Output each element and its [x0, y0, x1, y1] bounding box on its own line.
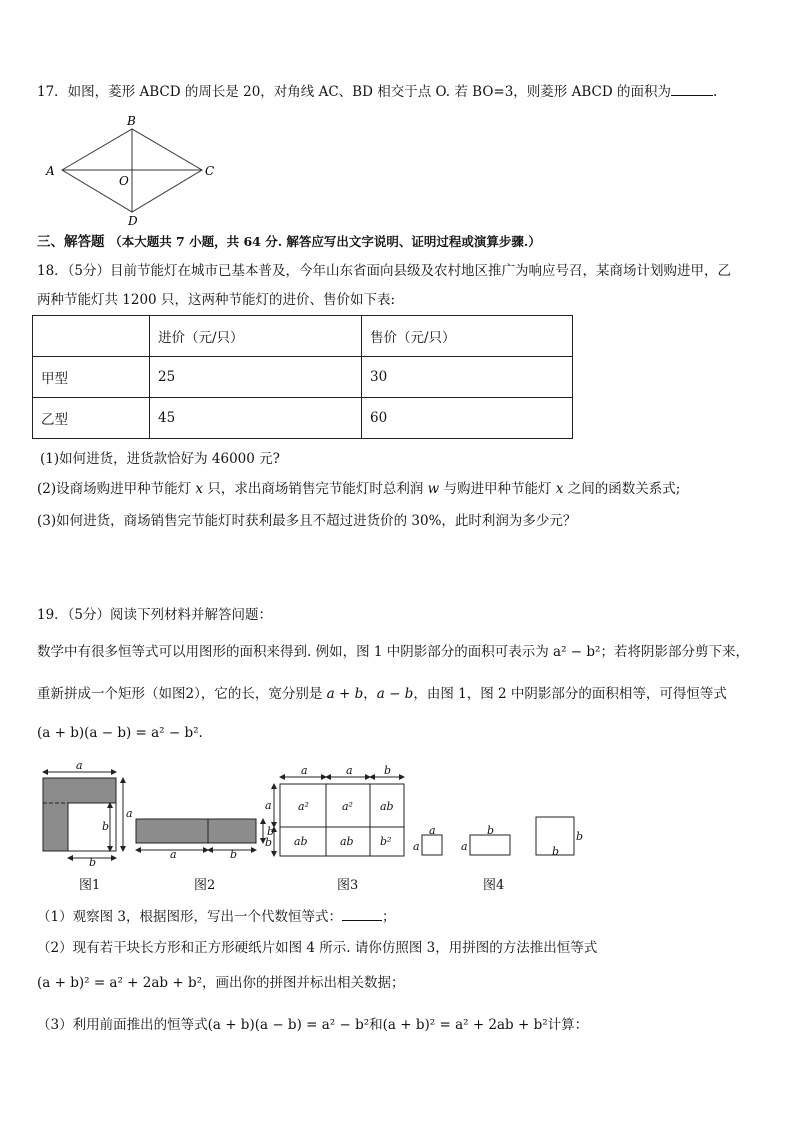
svg-text:a: a — [76, 762, 83, 772]
svg-text:b: b — [576, 830, 584, 843]
svg-text:b: b — [265, 836, 273, 849]
svg-text:b: b — [552, 845, 560, 858]
q18-line2: 两种节能灯共 1200 只，这两种节能灯的进价、售价如下表: — [37, 292, 395, 308]
q18-sub1: (1)如何进货，进货款恰好为 46000 元? — [40, 451, 280, 467]
svg-text:a: a — [413, 840, 420, 853]
label-o: O — [119, 174, 129, 188]
table-header-cell — [33, 316, 150, 357]
table-cell: 45 — [150, 398, 362, 439]
table-row — [33, 357, 573, 398]
figure-4 — [413, 817, 583, 858]
q19-identity: (a + b)(a − b) = a² − b². — [37, 725, 203, 741]
q19-answer-blank[interactable] — [342, 908, 382, 921]
svg-text:ab: ab — [340, 835, 354, 848]
svg-text:b: b — [384, 764, 392, 777]
q19-line3: 重新拼成一个矩形（如图2），它的长，宽分别是 a + b，a − b，由图 1，图 2 中阴影部分的面积相等，可得恒等式 — [37, 686, 727, 702]
q19-line1: 19．（5分）阅读下列材料并解答问题： — [37, 607, 273, 623]
svg-text:b: b — [230, 848, 238, 861]
table-cell: 乙型 — [33, 398, 150, 439]
q19-sub2-eq: (a + b)² = a² + 2ab + b²，画出你的拼图并标出相关数据； — [37, 975, 405, 991]
table-cell: 30 — [362, 357, 573, 398]
q18-sub3: (3)如何进货，商场销售完节能灯时获利最多且不超过进货价的 30%，此时利润为多少元？ — [37, 513, 577, 529]
q19-figures — [36, 762, 596, 868]
q19-sub3: （3）利用前面推出的恒等式(a + b)(a − b) = a² − b²和(a + b)² = a² + 2ab + b²计算： — [37, 1017, 589, 1033]
rhombus-figure — [40, 112, 220, 230]
svg-text:a: a — [265, 799, 272, 812]
label-c: C — [205, 164, 215, 178]
svg-text:ab: ab — [294, 835, 308, 848]
table-header-row — [33, 316, 573, 357]
figure-1 — [43, 762, 133, 868]
label-a: A — [46, 164, 55, 178]
section3-note: （本大题共 7 小题，共 64 分. 解答应写出文字说明、证明过程或演算步骤.） — [109, 234, 541, 249]
q17-text: 17．如图，菱形 ABCD 的周长是 20，对角线 AC、BD 相交于点 O. 若 BO=3，则菱形 ABCD 的面积为 — [37, 84, 671, 100]
svg-text:b²: b² — [380, 835, 392, 848]
q17-stem — [37, 83, 717, 101]
svg-text:a: a — [126, 807, 133, 820]
svg-text:b: b — [102, 820, 110, 833]
price-table — [32, 315, 573, 439]
q17-end: . — [712, 84, 718, 100]
svg-text:b: b — [89, 856, 97, 868]
section3-title: 三、解答题 — [37, 234, 105, 250]
svg-text:a²: a² — [342, 800, 353, 813]
q19-sub1: （1）观察图 3，根据图形，写出一个代数恒等式： ； — [37, 909, 396, 925]
svg-text:a²: a² — [298, 800, 309, 813]
caption-fig3: 图3 — [337, 878, 359, 893]
svg-text:a: a — [429, 824, 436, 837]
table-cell: 60 — [362, 398, 573, 439]
caption-fig2: 图2 — [194, 878, 216, 893]
q18-line1: 18．（5分）目前节能灯在城市已基本普及，今年山东省面向县级及农村地区推广为响应号召，某商场计划购进甲，乙 — [37, 263, 732, 279]
svg-text:b: b — [487, 824, 495, 837]
table-cell: 25 — [150, 357, 362, 398]
figure-2 — [136, 819, 274, 861]
label-b: B — [127, 114, 136, 128]
table-header-cell: 进价（元/只） — [150, 316, 362, 357]
table-header-cell: 售价（元/只） — [362, 316, 573, 357]
figure-3 — [265, 764, 404, 856]
q19-line2: 数学中有很多恒等式可以用图形的面积来得到. 例如，图 1 中阴影部分的面积可表示为 a² − b²；若将阴影部分剪下来， — [37, 644, 749, 660]
table-cell: 甲型 — [33, 357, 150, 398]
section3-heading — [37, 233, 541, 251]
svg-text:a: a — [301, 764, 308, 777]
svg-text:ab: ab — [380, 800, 394, 813]
q19-sub2: （2）现有若干块长方形和正方形硬纸片如图 4 所示. 请你仿照图 3，用拼图的方法推出恒等式 — [37, 940, 598, 956]
svg-text:a: a — [346, 764, 353, 777]
svg-text:b: b — [267, 825, 275, 838]
q17-answer-blank[interactable] — [671, 83, 713, 96]
q18-sub2: (2)设商场购进甲种节能灯 x 只，求出商场销售完节能灯时总利润 w 与购进甲种节能灯 x 之间的函数关系式; — [37, 481, 681, 497]
table-row — [33, 398, 573, 439]
label-d: D — [128, 214, 138, 228]
svg-text:a: a — [170, 848, 177, 861]
svg-text:a: a — [461, 840, 468, 853]
caption-fig4: 图4 — [483, 878, 505, 893]
caption-fig1: 图1 — [79, 878, 101, 893]
